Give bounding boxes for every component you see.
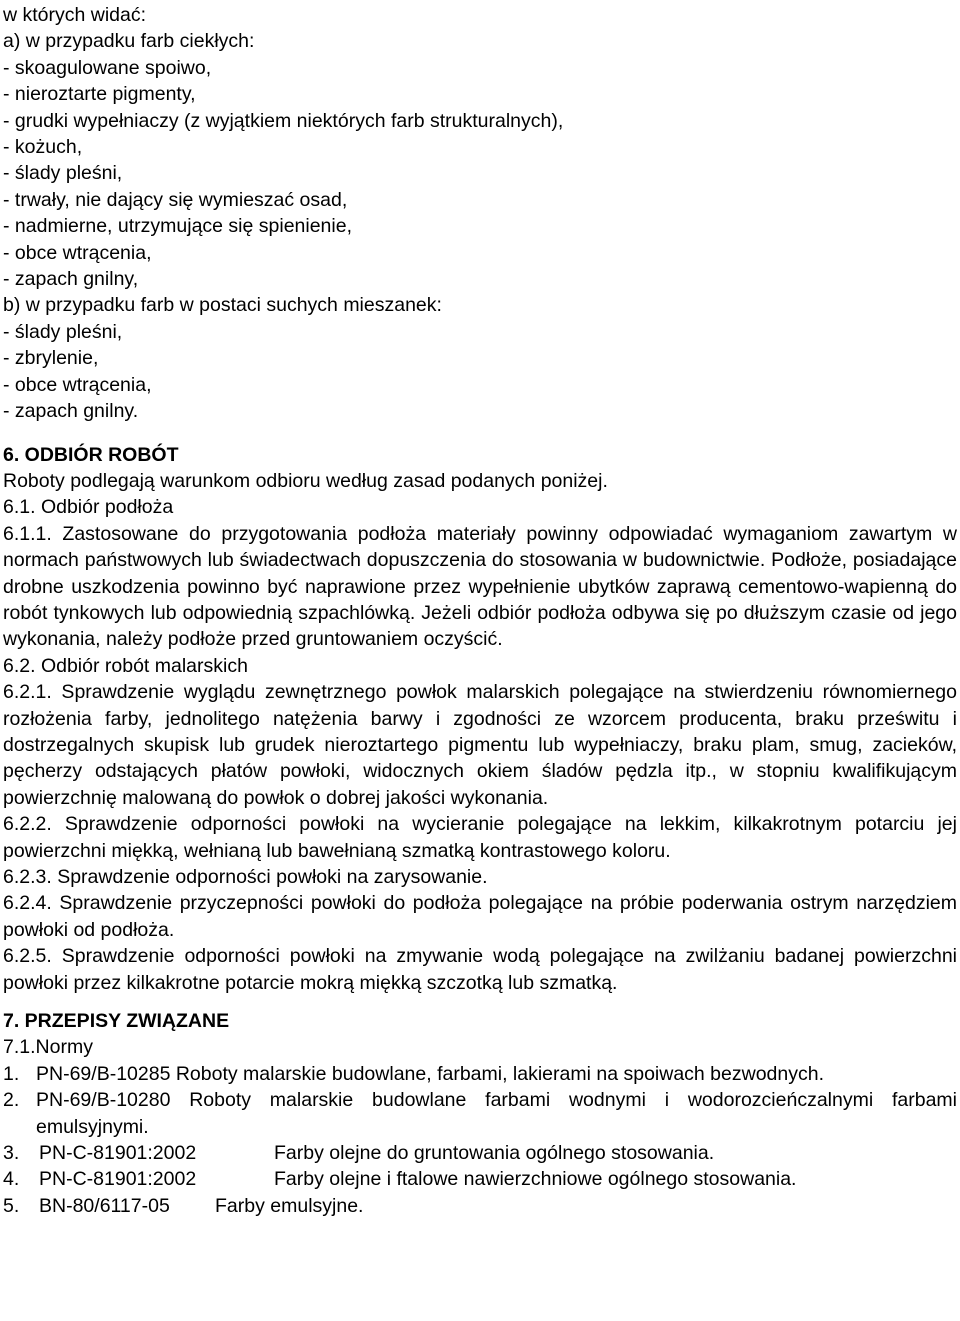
standard-code: PN-C-81901:2002 [39,1142,197,1165]
section-6-2-3-paragraph: 6.2.3. Sprawdzenie odporności powłoki na zarysowanie. [3,866,488,888]
standard-item [3,1193,957,1219]
list-item: - ślady pleśni, [3,162,123,185]
standard-title: Farby olejne i ftalowe nawierzchniowe ogólnego stosowania. [274,1168,797,1191]
standard-item [3,1166,957,1192]
standard-code: PN-C-81901:2002 [39,1168,197,1191]
section-6-1-title: 6.1. Odbiór podłoża [3,496,174,519]
list-item: - obce wtrącenia, [3,373,152,396]
section-6-2-title: 6.2. Odbiór robót malarskich [3,654,248,677]
section-6-1-1-paragraph: 6.1.1. Zastosowane do przygotowania podłoża materiały powinny odpowiadać wymaganiom zawartym w normach państwowych lub świadectwach dopuszczenia do stosowania w budownictwie. Podłoże, posiadające drobne uszkodzenia powinno być naprawione przez wypełnienie ubytków zaprawą cementowo-wapienną do robót tynkowych lub odpowiednią szpachlówką. Jeżeli odbiór podłoża odbywa się po dłuższym czasie od jego wykonania, należy podłoże przed gruntowaniem oczyścić. [3,522,957,651]
standard-number: 1. [3,1062,20,1085]
list-item: - skoagulowane spoiwo, [3,56,212,79]
dry-defects-list [3,319,957,425]
section-7-1-title: 7.1.Normy [3,1036,93,1059]
list-item: - grudki wypełniaczy (z wyjątkiem niektórych farb strukturalnych), [3,109,564,132]
standard-item [3,1140,957,1166]
list-item: - zapach gnilny, [3,268,139,291]
standard-number: 2. [3,1089,20,1112]
list-item: - zapach gnilny. [3,400,139,423]
standard-code: PN-69/B-10285 [36,1062,171,1085]
standard-title: Farby olejne do gruntowania ogólnego stosowania. [274,1142,715,1165]
standard-code: BN-80/6117-05 [39,1194,170,1217]
list-item: - kożuch, [3,136,83,159]
section-6-heading: 6. ODBIÓR ROBÓT [3,443,179,466]
section-6-2-4-paragraph: 6.2.4. Sprawdzenie przyczepności powłoki do podłoża polegające na próbie poderwania ostrym narzędziem powłoki od podłoża. [3,892,957,941]
defects-intro: w których widać: [3,4,147,26]
standard-title: Roboty malarskie budowlane farbami wodnymi i wodorozcieńczalnymi farbami emulsyjnymi. [36,1089,957,1138]
standard-text [36,1087,957,1140]
standard-code: PN-69/B-10280 [36,1089,171,1112]
standard-title: Farby emulsyjne. [215,1194,364,1217]
list-item: - trwały, nie dający się wymieszać osad, [3,188,348,211]
standard-number: 4. [3,1168,20,1191]
liquid-paints-heading: a) w przypadku farb ciekłych: [3,30,255,53]
liquid-defects-list [3,55,957,293]
list-item: - obce wtrącenia, [3,241,152,264]
document-page [3,2,957,1219]
section-6-intro: Roboty podlegają warunkom odbioru według zasad podanych poniżej. [3,469,608,492]
standard-number: 5. [3,1194,20,1217]
list-item: - zbrylenie, [3,347,99,370]
standard-item [3,1061,957,1087]
section-7-heading: 7. PRZEPISY ZWIĄZANE [3,1010,230,1033]
list-item: - ślady pleśni, [3,320,123,343]
standard-text [39,1193,957,1219]
standard-text [39,1166,957,1192]
section-6-2-5-paragraph: 6.2.5. Sprawdzenie odporności powłoki na zmywanie wodą polegające na zwilżaniu badanej powierzchni powłoki przez kilkakrotne potarcie mokrą miękką szczotką lub szmatką. [3,945,957,994]
dry-paints-heading: b) w przypadku farb w postaci suchych mieszanek: [3,294,442,317]
list-item: - nieroztarte pigmenty, [3,83,196,106]
list-item: - nadmierne, utrzymujące się spienienie, [3,215,353,238]
standard-text [39,1140,957,1166]
standard-title: Roboty malarskie budowlane, farbami, lakierami na spoiwach bezwodnych. [175,1062,824,1085]
standard-text [36,1061,957,1087]
section-6-2-1-paragraph: 6.2.1. Sprawdzenie wyglądu zewnętrznego powłok malarskich polegające na stwierdzeniu równomiernego rozłożenia farby, jednolitego natężenia barwy i zgodności ze wzorcem producenta, braku prześwitu i dostrzegalnych skupisk lub grudek nieroztartego pigmentu lub wypełniaczy, braku plam, smug, zacieków, pęcherzy odstających płatów powłoki, widocznych okiem śladów pędzla itp., w stopniu kwalifikującym powierzchnię malowaną do powłok o dobrej jakości wykonania. [3,681,957,809]
standards-list [3,1061,957,1219]
standard-number: 3. [3,1142,20,1165]
standard-item [3,1087,957,1140]
section-6-2-2-paragraph: 6.2.2. Sprawdzenie odporności powłoki na wycieranie polegające na lekkim, kilkakrotnym potarciu jej powierzchni miękką, wełnianą lub bawełnianą szmatką kontrastowego koloru. [3,813,957,862]
